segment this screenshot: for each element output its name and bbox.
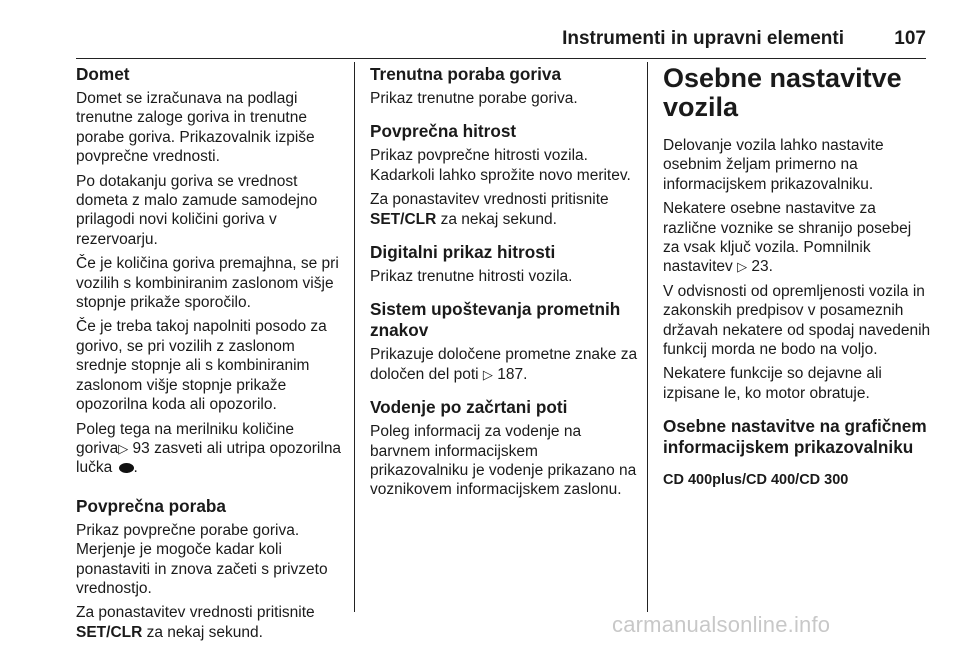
section-paragraph-3: V odvisnosti od opremljenosti vozila in zakonskih predpisov v posameznih državah nekatere od spodaj navedenih funkcij morda ne bodo na voljo. xyxy=(663,282,931,359)
column-divider-2 xyxy=(647,62,648,612)
section-paragraph-4: Nekatere funkcije so dejavne ali izpisane le, ko motor obratuje. xyxy=(663,365,882,402)
vodenje-heading: Vodenje po začrtani poti xyxy=(370,397,568,418)
domet-paragraph-5 xyxy=(76,420,344,478)
section-paragraph-1: Delovanje vozila lahko nastavite osebnim željam primerno na informacijskem prikazovalniku. xyxy=(663,137,884,193)
hitrost-paragraph-2 xyxy=(370,190,638,229)
column-2 xyxy=(370,64,638,505)
page-ref-icon: ▷ xyxy=(482,366,493,382)
warning-lamp-icon xyxy=(119,463,134,473)
column-divider-1 xyxy=(354,62,355,612)
sistem-p1-ref: 187. xyxy=(497,365,528,383)
watermark: carmanualsonline.info xyxy=(612,612,831,637)
domet-paragraph-2: Po dotakanju goriva se vrednost dometa z malo zamude samodejno prilagodi novi količini goriva v rezervoarju. xyxy=(76,172,318,248)
set-clr-key: SET/CLR xyxy=(370,210,437,228)
vodenje-paragraph: Poleg informacij za vodenje na barvnem informacijskem prikazovalniku je vodenje prikazano na voznikovem informacijskem zaslonu. xyxy=(370,423,637,499)
header-title: Instrumenti in upravni elementi xyxy=(562,28,844,49)
domet-heading: Domet xyxy=(76,64,130,84)
sistem-p1-text: Prikazuje določene prometne znake za določen del poti xyxy=(370,346,638,383)
subsubsection-heading: CD 400plus/CD 400/CD 300 xyxy=(663,472,849,489)
domet-paragraph-1: Domet se izračunava na podlagi trenutne zaloge goriva in trenutne porabe goriva. Prikazovalnik izpiše povprečne vrednosti. xyxy=(76,90,315,166)
hitrost-p2-text-b: za nekaj sekund. xyxy=(440,210,557,228)
column-3 xyxy=(663,64,931,489)
domet-paragraph-4: Če je treba takoj napolniti posodo za gorivo, se pri vozilih z zaslonom srednje stopnje ali s kombiniranim zaslonom višje stopnje prikaže opozorilna koda ali opozorilo. xyxy=(76,318,327,414)
digitalni-heading: Digitalni prikaz hitrosti xyxy=(370,242,556,263)
section-title: Osebne nastavitve vozila xyxy=(663,63,902,122)
poraba-p2-text-b: za nekaj sekund. xyxy=(146,623,263,641)
domet-p5-end: . xyxy=(133,459,138,477)
page-ref-icon: ▷ xyxy=(737,259,748,275)
poraba-paragraph-1: Prikaz povprečne porabe goriva. Merjenje je mogoče kadar koli ponastaviti in znova začeti s privzeto vrednostjo. xyxy=(76,521,328,597)
section-p2-ref: 23. xyxy=(751,258,773,276)
domet-p5-ref: 93 xyxy=(132,439,150,457)
hitrost-heading: Povprečna hitrost xyxy=(370,121,517,142)
domet-paragraph-3: Če je količina goriva premajhna, se pri vozilih s kombiniranim zaslonom višje stopnje prikaže sporočilo. xyxy=(76,255,339,312)
poraba-p2-text-a: Za ponastavitev vrednosti pritisnite xyxy=(76,604,315,622)
trenutna-heading: Trenutna poraba goriva xyxy=(370,64,562,84)
header-rule xyxy=(76,58,926,59)
hitrost-p2-text-a: Za ponastavitev vrednosti pritisnite xyxy=(370,191,609,209)
poraba-paragraph-2 xyxy=(76,603,344,642)
section-p2-text: Nekatere osebne nastavitve za različne voznike se shranijo posebej za vsak ključ vozila. Pomnilnik nastavitev xyxy=(663,200,912,276)
page-number: 107 xyxy=(894,28,926,49)
domet-p5-text-b: zasveti ali utripa opozorilna lučka xyxy=(76,439,342,477)
column-1 xyxy=(76,64,344,647)
trenutna-paragraph: Prikaz trenutne porabe goriva. xyxy=(370,90,578,107)
sistem-paragraph xyxy=(370,345,638,384)
domet-p5-text-a: Poleg tega na merilniku količine goriva xyxy=(76,420,294,457)
page-header xyxy=(76,26,926,56)
digitalni-paragraph: Prikaz trenutne hitrosti vozila. xyxy=(370,268,573,286)
set-clr-key: SET/CLR xyxy=(76,623,143,641)
page-ref-icon: ▷ xyxy=(118,440,129,456)
poraba-heading: Povprečna poraba xyxy=(76,495,226,516)
subsection-heading: Osebne nastavitve na grafičnem informacijskem prikazovalniku xyxy=(663,416,927,458)
sistem-heading: Sistem upoštevanja prometnih znakov xyxy=(370,299,621,341)
section-paragraph-2 xyxy=(663,199,931,277)
hitrost-paragraph-1: Prikaz povprečne hitrosti vozila. Kadarkoli lahko sprožite novo meritev. xyxy=(370,147,631,184)
